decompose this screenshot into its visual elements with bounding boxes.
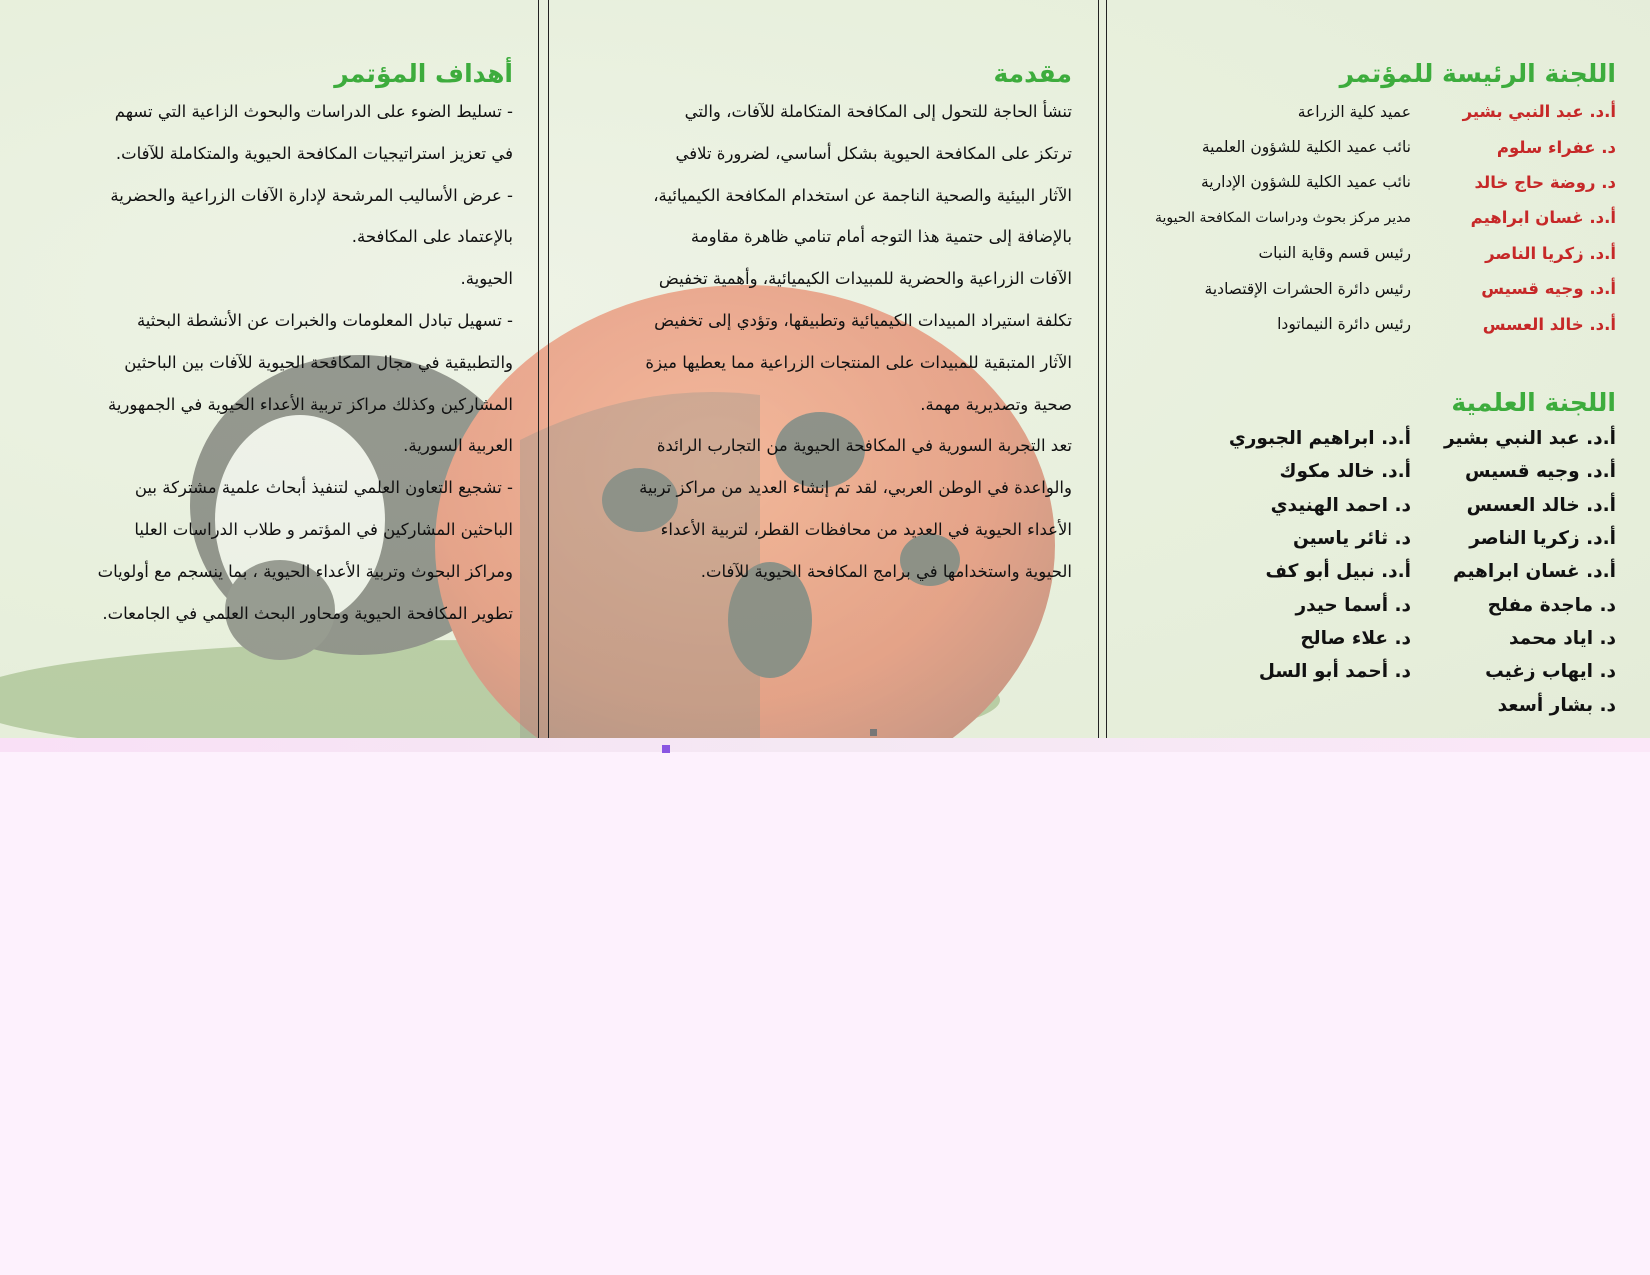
list-item: أ.د. زكريا الناصر رئيس قسم وقاية النبات — [1258, 243, 1616, 263]
list-item: أ.د. زكريا الناصر — [1469, 527, 1616, 549]
scientific-committee-title: اللجنة العلمية — [1451, 387, 1616, 417]
list-item: أ.د. ابراهيم الجبوري — [1228, 427, 1411, 449]
intro-column — [572, 57, 1072, 593]
scientific-committee-list — [1116, 422, 1616, 723]
list-item: د. ايهاب زغيب — [1485, 661, 1616, 683]
list-item: د. ماجدة مفلح — [1487, 594, 1616, 616]
list-item: أ.د. نبيل أبو كف — [1265, 561, 1411, 583]
list-item: د. أحمد أبو السل — [1258, 661, 1411, 683]
list-item: د. اياد محمد — [1508, 628, 1616, 650]
list-item: أ.د. غسان ابراهيم مدير مركز بحوث ودراسات المكافحة الحيوية — [1154, 208, 1616, 228]
list-item: أ.د. وجيه قسيس رئيس دائرة الحشرات الإقتصادية — [1204, 279, 1616, 299]
list-item: د. روضة حاج خالد نائب عميد الكلية للشؤون الإدارية — [1200, 172, 1616, 192]
list-item: د. أسما حيدر — [1295, 594, 1411, 616]
render-artifact — [662, 745, 670, 753]
main-committee-title: اللجنة الرئيسة للمؤتمر — [1339, 59, 1616, 88]
committee-column — [1116, 57, 1616, 722]
list-item: أ.د. عبد النبي بشير عميد كلية الزراعة — [1297, 102, 1616, 122]
list-item: أ.د. خالد مكوك — [1279, 461, 1411, 483]
list-item: د. عفراء سلوم نائب عميد الكلية للشؤون العلمية — [1201, 137, 1616, 157]
column-divider — [548, 0, 549, 738]
list-item: أ.د. خالد العسس — [1466, 494, 1616, 516]
column-divider — [1106, 0, 1107, 738]
goals-column — [23, 57, 513, 634]
render-artifact-strip — [0, 738, 1650, 752]
column-divider — [1098, 0, 1099, 738]
column-divider — [538, 0, 539, 738]
main-committee-list — [1126, 94, 1616, 342]
render-artifact — [870, 729, 877, 736]
list-item: د. بشار أسعد — [1497, 694, 1616, 716]
goals-text: - تسليط الضوء على الدراسات والبحوث الزاعية التي تسهم في تعزيز استراتيجيات المكافحة الحيوية والمتكاملة للآفات. - عرض الأساليب المرشحة لإدارة الآفات الزراعية والحضرية بالإعتماد على المكافحة. الحيوية. - تسهيل تبادل المعلومات والخبرات عن الأنشطة البحثية والتطبيقية في مجال المكافحة الحيوية للآفات بين الباحثين المشاركين وكذلك مراكز تربية الأعداء الحيوية في الجمهورية العربية السورية. - تشجيع التعاون العلمي لتنفيذ أبحاث علمية مشتركة بين الباحثين المشاركين في المؤتمر و طلاب الدراسات العليا ومراكز البحوث وتربية الأعداء الحيوية ، بما ينسجم مع أولويات تطوير المكافحة الحيوية ومحاور البحث العلمي في الجامعات. — [97, 102, 513, 623]
goals-title: أهداف المؤتمر — [334, 59, 513, 88]
list-item: أ.د. غسان ابراهيم — [1453, 561, 1616, 583]
list-item: أ.د. خالد العسس رئيس دائرة النيماتودا — [1277, 314, 1616, 334]
list-item: د. علاء صالح — [1300, 628, 1411, 650]
intro-text: تنشأ الحاجة للتحول إلى المكافحة المتكاملة للآفات، والتي ترتكز على المكافحة الحيوية بشكل أساسي، لضرورة تلافي الآثار البيئية والصحية الناجمة عن استخدام المكافحة الكيميائية، بالإضافة إلى حتمية هذا التوجه أمام تنامي ظاهرة مقاومة الآفات الزراعية والحضرية للمبيدات الكيميائية، وأهمية تخفيض تكلفة استيراد المبيدات الكيميائية وتطبيقها، وتؤدي إلى تخفيض الآثار المتبقية للمبيدات على المنتجات الزراعية مما يعطيها ميزة صحية وتصديرية مهمة. تعد التجربة السورية في المكافحة الحيوية من التجارب الرائدة والواعدة في الوطن العربي، لقد تم إنشاء العديد من مراكز تربية الأعداء الحيوية في العديد من محافظات القطر، لتربية الأعداء الحيوية واستخدامها في برامج المكافحة الحيوية للآفات. — [639, 102, 1072, 581]
list-item: أ.د. عبد النبي بشير — [1443, 427, 1616, 449]
intro-title: مقدمة — [993, 59, 1072, 88]
list-item: أ.د. وجيه قسيس — [1464, 461, 1616, 483]
list-item: د. ثائر ياسين — [1292, 527, 1411, 549]
list-item: د. احمد الهنيدي — [1270, 494, 1411, 516]
